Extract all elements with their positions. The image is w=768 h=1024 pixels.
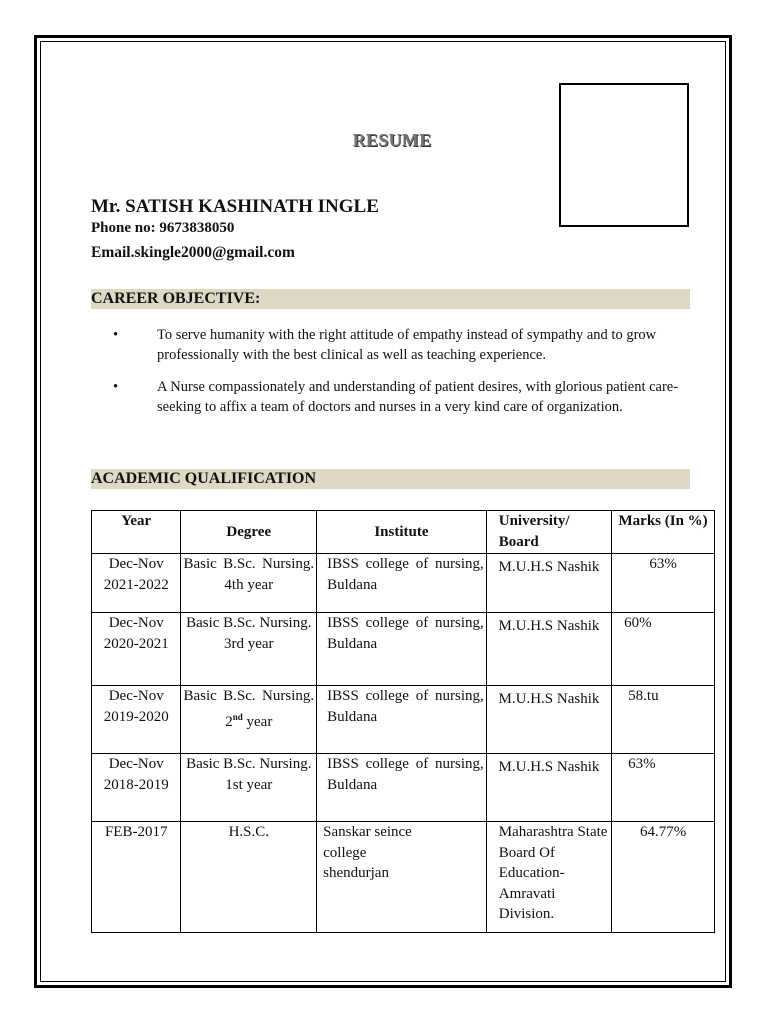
cell-year: Dec-Nov 2020-2021 [92, 613, 181, 686]
cell-university: M.U.H.S Nashik [486, 754, 611, 822]
cell-marks: 60% [612, 613, 715, 686]
cell-university: Maharashtra State Board Of Education-Amravati Division. [486, 822, 611, 933]
academic-qualification-heading: ACADEMIC QUALIFICATION [91, 469, 690, 489]
cell-institute: IBSS college of nursing, Buldana [317, 613, 487, 686]
career-objective-heading: CAREER OBJECTIVE: [91, 289, 690, 309]
cell-marks: 58.tu [612, 686, 715, 754]
col-header-degree: Degree [181, 511, 317, 554]
degree-suffix: nd [232, 711, 243, 722]
list-item [91, 378, 691, 417]
candidate-name: Mr. SATISH KASHINATH INGLE [91, 196, 379, 217]
bullet-icon: • [113, 379, 119, 395]
cell-degree [181, 686, 317, 754]
cell-year: Dec-Nov 2018-2019 [92, 754, 181, 822]
objective-text: To serve humanity with the right attitude of empathy instead of sympathy and to grow professionally with the best clinical as well as teaching experience. [157, 327, 657, 363]
email-address: Email.skingle2000@gmail.com [91, 244, 295, 261]
cell-degree: H.S.C. [181, 822, 317, 933]
table-row [92, 554, 715, 613]
phone-number: Phone no: 9673838050 [91, 220, 235, 236]
cell-degree: Basic B.Sc. Nursing. 4th year [181, 554, 317, 613]
cell-university: M.U.H.S Nashik [486, 686, 611, 754]
cell-marks: 63% [612, 754, 715, 822]
col-header-marks: Marks (In %) [612, 511, 715, 554]
table-row [92, 754, 715, 822]
cell-year: Dec-Nov 2019-2020 [92, 686, 181, 754]
list-item [91, 326, 691, 365]
cell-university: M.U.H.S Nashik [486, 554, 611, 613]
cell-marks: 64.77% [612, 822, 715, 933]
photo-placeholder [559, 83, 689, 227]
table-row [92, 822, 715, 933]
cell-year: Dec-Nov 2021-2022 [92, 554, 181, 613]
cell-institute: IBSS college of nursing, Buldana [317, 754, 487, 822]
qualification-table [91, 510, 715, 933]
cell-degree: Basic B.Sc. Nursing. 3rd year [181, 613, 317, 686]
degree-text-end: year [242, 713, 273, 730]
col-header-university: University/ Board [486, 511, 611, 554]
cell-institute: IBSS college of nursing, Buldana [317, 554, 487, 613]
col-header-institute: Institute [317, 511, 487, 554]
cell-institute: IBSS college of nursing, Buldana [317, 686, 487, 754]
resume-title: RESUME [352, 130, 432, 150]
table-row [92, 686, 715, 754]
cell-institute: Sanskar seince college shendurjan [317, 822, 487, 933]
career-objective-list [91, 326, 691, 430]
degree-text: Basic B.Sc. Nursing. 2 [183, 688, 315, 730]
cell-university: M.U.H.S Nashik [486, 613, 611, 686]
table-header-row [92, 511, 715, 554]
col-header-year: Year [92, 511, 181, 554]
objective-text: A Nurse compassionately and understanding of patient desires, with glorious patient care-seeking to affix a team of doctors and nurses in a very kind care of organization. [157, 379, 679, 415]
bullet-icon: • [113, 327, 119, 343]
cell-marks: 63% [612, 554, 715, 613]
cell-year: FEB-2017 [92, 822, 181, 933]
table-row [92, 613, 715, 686]
cell-degree: Basic B.Sc. Nursing. 1st year [181, 754, 317, 822]
